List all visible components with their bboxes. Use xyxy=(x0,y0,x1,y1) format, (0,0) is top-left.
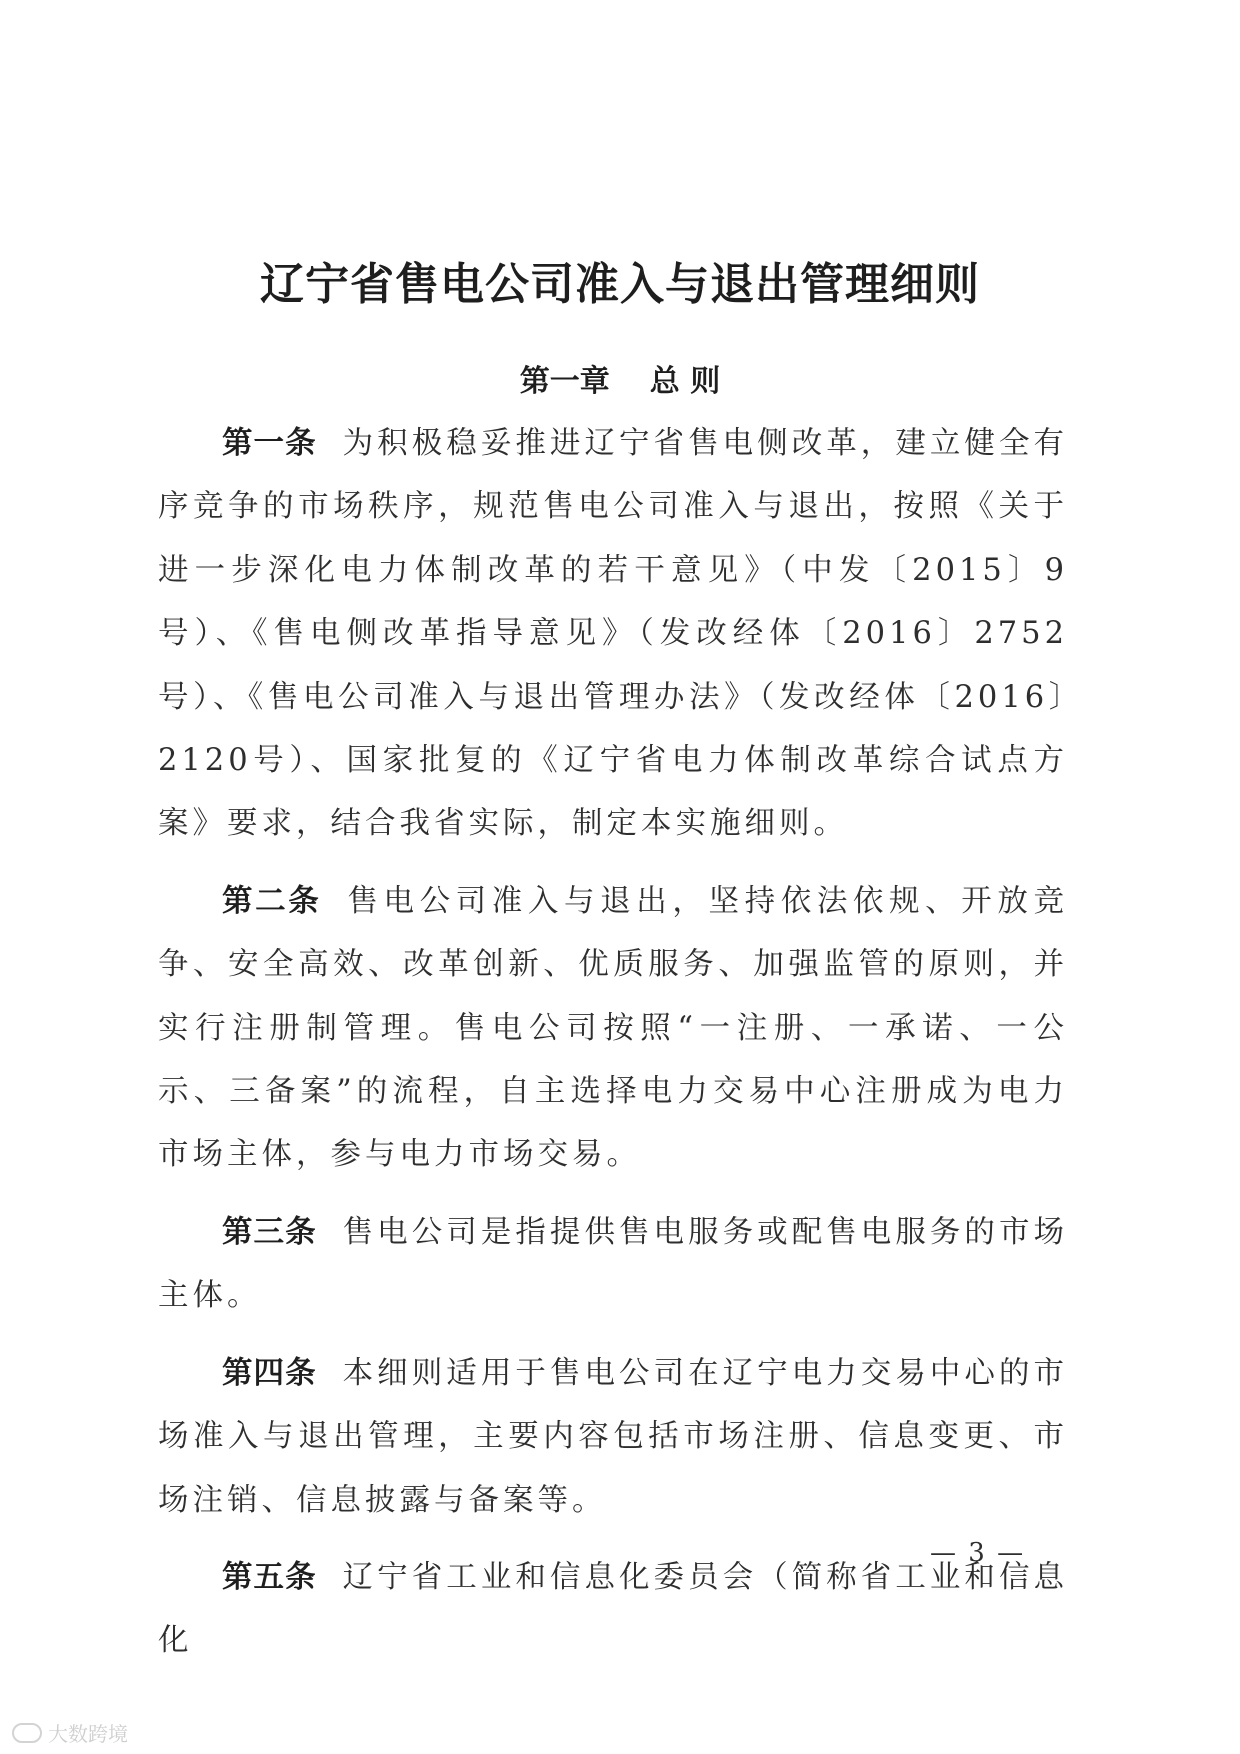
document-title: 辽宁省售电公司准入与退出管理细则 xyxy=(260,259,980,310)
watermark-text: 大数跨境 xyxy=(48,1722,128,1746)
chapter-name: 总 则 xyxy=(649,364,721,399)
article-3 xyxy=(158,1201,1068,1328)
article-1 xyxy=(158,412,1068,856)
watermark-logo-icon xyxy=(12,1723,42,1743)
article-label: 第二条 xyxy=(222,883,322,919)
article-label: 第四条 xyxy=(222,1355,317,1391)
article-2 xyxy=(158,870,1068,1187)
watermark xyxy=(12,1718,128,1747)
article-label: 第三条 xyxy=(222,1214,317,1250)
article-4 xyxy=(158,1342,1068,1532)
article-label: 第一条 xyxy=(222,426,317,461)
article-text: 售电公司准入与退出，坚持依法依规、开放竞争、安全高效、改革创新、优质服务、加强监管的原则，并实行注册制管理。售电公司按照“一注册、一承诺、一公示、三备案”的流程，自主选择电力交易中心注册成为电力市场主体，参与电力市场交易。 xyxy=(158,883,1069,1173)
article-text: 售电公司是指提供售电服务或配售电服务的市场主体。 xyxy=(158,1214,1069,1314)
article-text: 本细则适用于售电公司在辽宁电力交易中心的市场准入与退出管理，主要内容包括市场注册、信息变更、市场注销、信息披露与备案等。 xyxy=(158,1355,1069,1518)
article-text: 辽宁省工业和信息化委员会（简称省工业和信息化 xyxy=(158,1559,1069,1659)
chapter-heading xyxy=(0,356,1240,400)
chapter-label: 第一章 xyxy=(519,364,610,399)
document-body xyxy=(158,412,1068,1673)
article-label: 第五条 xyxy=(222,1559,317,1595)
article-text: 为积极稳妥推进辽宁省售电侧改革，建立健全有序竞争的市场秩序，规范售电公司准入与退出，按照《关于进一步深化电力体制改革的若干意见》（中发〔2015〕9号）、《售电侧改革指导意见》（发改经体〔2016〕2752号）、《售电公司准入与退出管理办法》（发改经体〔2016〕2120号）、国家批复的《辽宁省电力体制改革综合试点方案》要求，结合我省实际，制定本实施细则。 xyxy=(158,426,1069,842)
page-number: — 3 — xyxy=(930,1538,1026,1568)
